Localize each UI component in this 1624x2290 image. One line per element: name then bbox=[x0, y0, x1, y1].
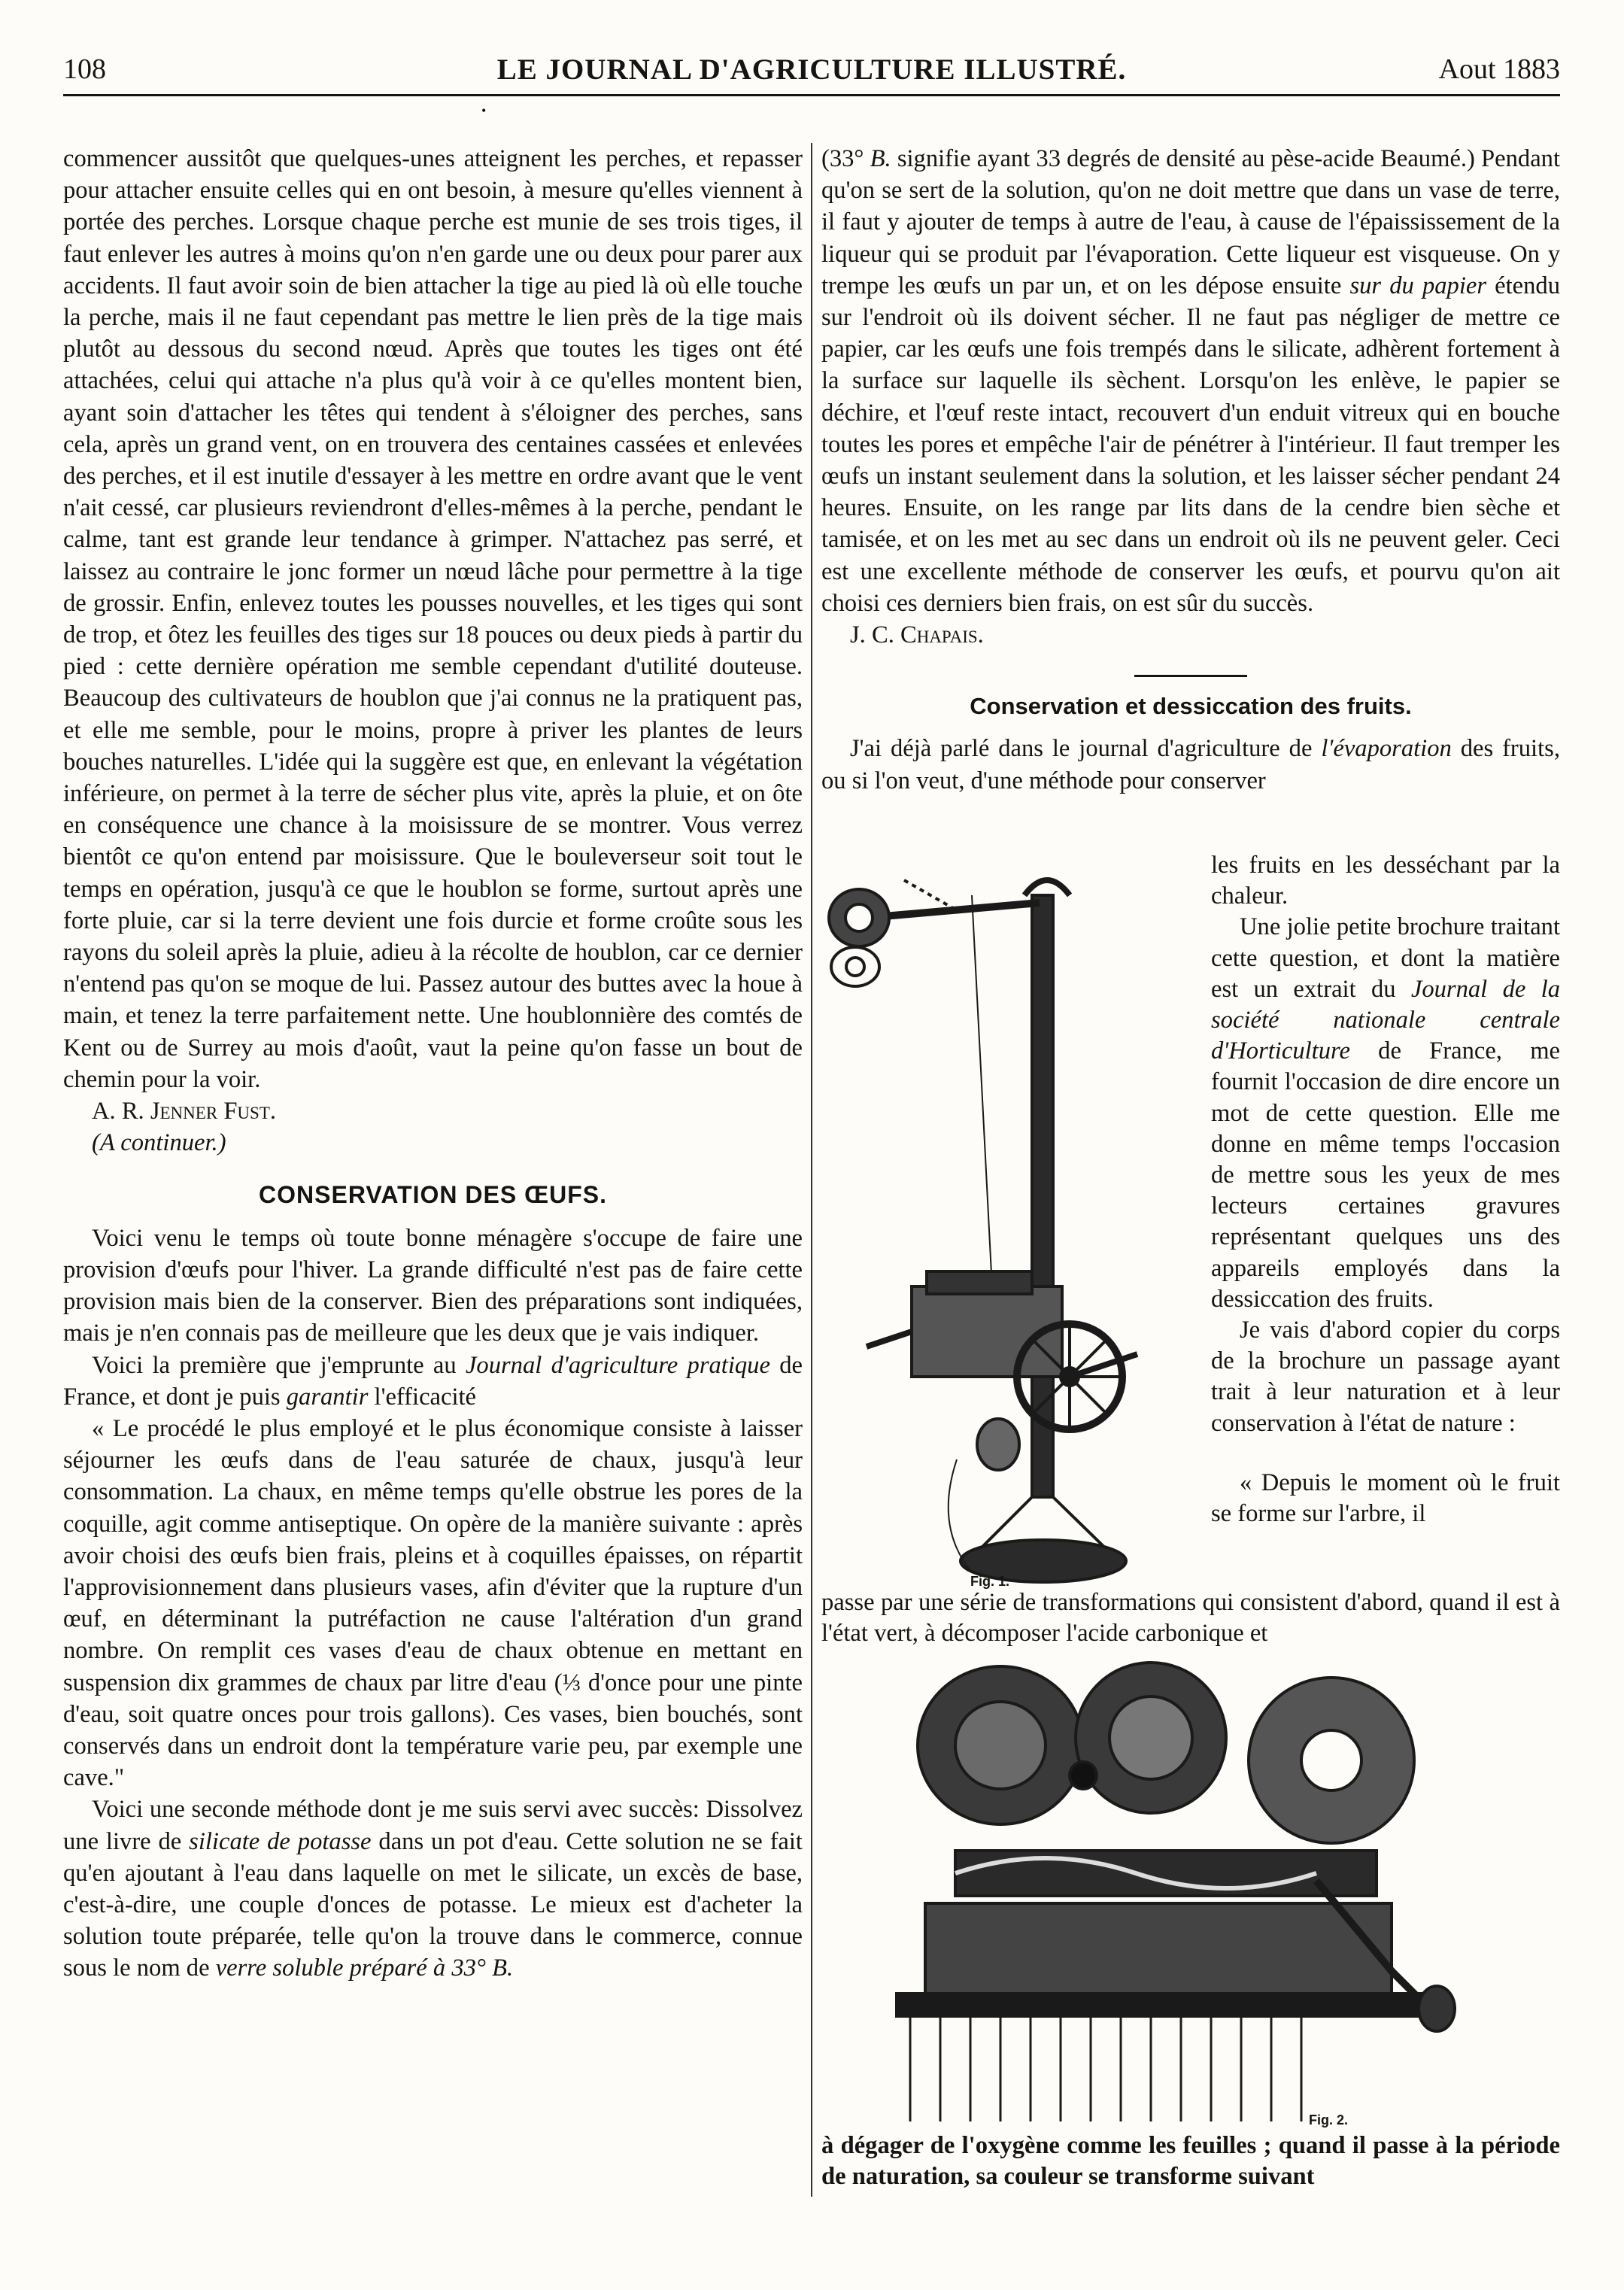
to-be-continued: (A continuer.) bbox=[92, 1129, 226, 1157]
header-rule bbox=[63, 94, 1560, 96]
second-method-paragraph: Voici une seconde méthode dont je me suis servi avec succès: Dissolvez une livre de silicate de potasse dans un pot d'eau. Cette solution ne se fait qu'en ajoutant à l'eau dans laquelle on met le silicate, un excès de base, c'est-à-dire, une couple d'onces de potasse. Le mieux est d'acheter la solution toute préparée, telle qu'on la trouve dans le commerce, connue sous le nom de verre soluble préparé à 33° B. bbox=[63, 1796, 803, 1982]
fig1-engraving bbox=[821, 850, 1198, 1587]
running-header bbox=[63, 53, 1560, 95]
fruits-intro-paragraph: J'ai déjà parlé dans le journal d'agriculture de l'évaporation des fruits, ou si l'on veut, d'une méthode pour conserver bbox=[821, 735, 1560, 794]
right-column bbox=[821, 143, 1560, 797]
lime-water-paragraph: « Le procédé le plus employé et le plus économique consiste à laisser séjourner les œufs dans de l'eau saturée de chaux, jusqu'à leur consommation. La chaux, en même temps qu'elle obstrue les pores de la coquille, agit comme antiseptique. On opère de la manière suivante : après avoir choisi des œufs bien frais, pleins et à coquilles épaisses, on répartit l'approvisionnement dans plusieurs vases, afin d'éviter que la rupture d'un œuf, en déterminant la putréfaction ne cause l'altération d'un grand nombre. On remplit ces vases d'eau de chaux obtenue en mettant en suspension dix grammes de chaux par litre d'eau (⅓ d'once pour une pinte d'eau, soit quatre onces pour trois gallons). Ces vases, bien bouchés, sont conservés dans un endroit dont la température varie peu, par exemple une cave." bbox=[63, 1414, 803, 1792]
issue-date: Aout 1883 bbox=[1438, 53, 1560, 85]
copy-passage-paragraph: Je vais d'abord copier du corps de la brochure un passage ayant trait à leur naturation et à leur conservation à l'état de nature : bbox=[1211, 1317, 1560, 1437]
fig2-caption: Fig. 2. bbox=[1309, 2112, 1349, 2128]
page-number: 108 bbox=[63, 53, 106, 85]
brochure-paragraph: Une jolie petite brochure traitant cette question, et dont la matière est un extrait du Journal de la société nationale centrale d'Horticulture de France, me fournit l'occasion de dire encore un mot de cette question. Elle me donne en même temps l'occasion de mettre sous les yeux de mes lecteurs certaines gravures représentant quelques uns des appareils employés dans la dessiccation des fruits. bbox=[1211, 913, 1560, 1313]
quote-ending: à dégager de l'oxygène comme les feuilles ; quand il passe à la période de naturation, sa couleur se transforme suivant bbox=[821, 2132, 1560, 2191]
author-signature-2: J. C. Chapais. bbox=[850, 621, 984, 649]
silicate-paragraph: (33° B. signifie ayant 33 degrés de densité au pèse-acide Beaumé.) Pendant qu'on se sert de la solution, qu'on ne doit mettre que dans un vase de terre, il faut y ajouter de temps à autre de l'eau, à cause de l'épaississement de la liqueur qui se produit par l'évaporation. Cette liqueur est visqueuse. On y trempe les œufs un par un, et on les dépose ensuite sur du papier étendu sur l'endroit où ils doivent sécher. Il ne faut pas négliger de mettre ce papier, car les œufs une fois trempés dans le silicate, adhèrent fortement à la surface sur laquelle ils sèchent. Lorsqu'on les enlève, le papier se déchire, et l'œuf reste intact, recouvert d'un enduit vitreux qui en bouche toutes les pores et empêche l'air de pénétrer à l'intérieur. Il faut tremper les œufs un instant seulement dans la solution, et les laisser sécher pendant 24 heures. Ensuite, on les range par lits dans de la cendre bien sèche et tamisée, et on les met au sec dans un endroit où ils ne peuvent geler. Ceci est une excellente méthode de conserver les œufs, et pourvu qu'on ait choisi ces derniers bien frais, on est sûr du succès. bbox=[821, 145, 1561, 617]
eggs-intro-paragraph: Voici venu le temps où toute bonne ménagère s'occupe de faire une provision d'œufs pour l'hiver. La grande difficulté n'est pas de faire cette provision mais bien de la conserver. Bien des préparations sont indiquées, mais je n'en connais pas de meilleure que les deux que je vais indiquer. bbox=[63, 1224, 803, 1347]
author-signature: A. R. Jenner Fust. bbox=[92, 1098, 277, 1125]
fruits-intro-continued: les fruits en les desséchant par la chaleur. bbox=[1211, 852, 1560, 910]
first-method-paragraph: Voici la première que j'emprunte au Journal d'agriculture pratique de France, et dont je puis garantir l'efficacité bbox=[63, 1351, 803, 1411]
left-column bbox=[63, 143, 803, 1985]
section-title-fruits: Conservation et dessiccation des fruits. bbox=[970, 693, 1412, 720]
quote-start: « Depuis le moment où le fruit se forme sur l'arbre, il bbox=[1211, 1468, 1560, 1528]
right-beside-figure-text bbox=[1211, 850, 1560, 1529]
section-separator bbox=[1134, 675, 1247, 677]
right-bottom-text bbox=[821, 2131, 1560, 2192]
fig1-caption: Fig. 1. bbox=[970, 1574, 1010, 1589]
column-divider bbox=[811, 143, 812, 2197]
right-full-width-text bbox=[821, 1587, 1560, 1649]
quote-continued: passe par une série de transformations qui consistent d'abord, quand il est à l'état vert, à décomposer l'acide carbonique et bbox=[821, 1589, 1560, 1648]
hops-paragraph: commencer aussitôt que quelques-unes atteignent les perches, et repasser pour attacher ensuite celles qui en ont besoin, à mesure qu'elles viennent à portée des perches. Lorsque chaque perche est munie de ses trois tiges, il faut enlever les autres à moins qu'on n'en garde une ou deux pour parer aux accidents. Il faut avoir soin de bien attacher la tige au pied là où elle touche la perche, mais il ne faut cependant pas mettre le lien près de la tige mais plutôt au dessous du second nœud. Après que toutes les tiges ont été attachées, celui qui attache n'a plus qu'à voir à ce qu'elles montent bien, ayant soin d'attacher les têtes qui tendent à s'éloigner des perches, sans cela, après un grand vent, on en trouvera des centaines cassées et enlevées des perches, et il est inutile d'essayer à les mettre en ordre avant que le vent n'ait cessé, car plusieurs reviendront d'elles-mêmes à la perche, pendant le calme, tant est grande leur tendance à grimper. N'attachez pas serré, et laissez au contraire le jonc former un nœud lâche pour permettre à la tige de grossir. Enfin, enlevez toutes les pousses nouvelles, et les tiges qui sont de trop, et ôtez les feuilles des tiges sur 18 pouces ou deux pieds à partir du pied : cette dernière opération me semble cependant d'utilité douteuse. Beaucoup des cultivateurs de houblon que j'ai connus ne la pratiquent pas, et elle me semble, pour le moins, propre à priver les plantes de leurs bouches naturelles. L'idée qui la suggère est que, en enlevant la végétation inférieure, on permet à la terre de sécher plus vite, après la pluie, et on ôte en conséquence une chance à la moisissure de se montrer. Vous verrez bientôt ce qu'on entend par moisissure. Que le bouleverseur soit tout le temps en opération, jusqu'à ce que le houblon se forme, surtout après une forte pluie, car si la terre devient une fois durcie et forme croûte sous les rayons du soleil après la pluie, adieu à la récolte de houblon, car ce dernier n'entend pas qu'on se moque de lui. Passez autour des buttes avec la houe à main, et tenez la terre parfaitement nette. Une houblonnière des comtés de Kent ou de Surrey au mois d'août, vaut la peine qu'on fasse un bout de chemin pour la voir. bbox=[63, 145, 803, 1093]
section-title-eggs: CONSERVATION DES ŒUFS. bbox=[259, 1180, 607, 1208]
header-dot: • bbox=[481, 103, 487, 118]
fig2-engraving bbox=[895, 1655, 1482, 2121]
journal-title: LE JOURNAL D'AGRICULTURE ILLUSTRÉ. bbox=[496, 53, 1127, 86]
